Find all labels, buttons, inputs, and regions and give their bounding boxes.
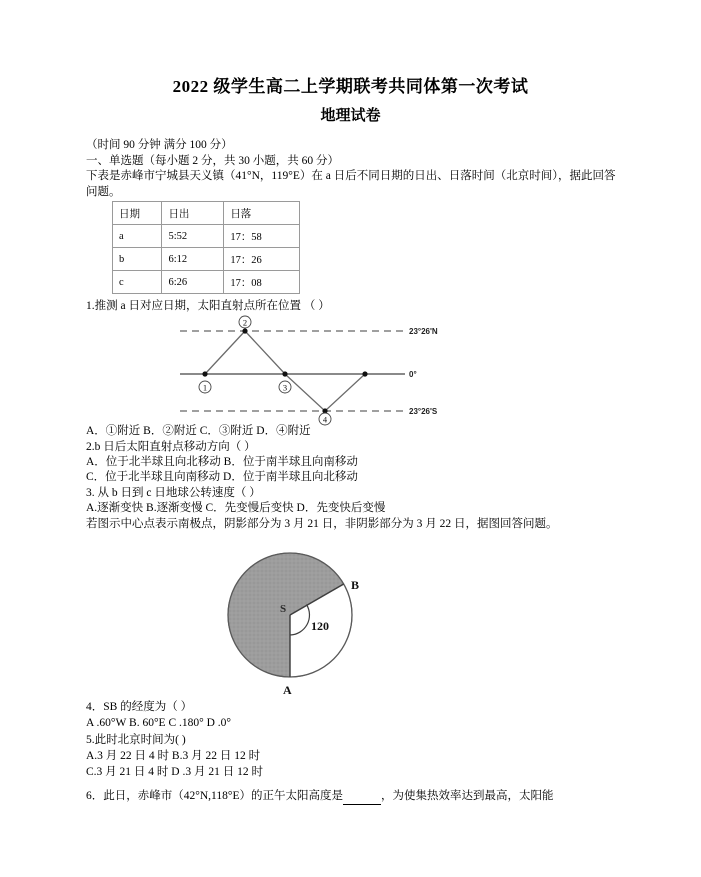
question-2-stem: 2.b 日后太阳直射点移动方向（ ） [86,441,256,453]
question-4-stem: 4．SB 的经度为（ ） [86,701,193,713]
question-6-stem-before: 6．此日，赤峰市（42°N,118°E）的正午太阳高度是 [86,790,343,802]
tropic-of-capricorn-label: 23°26'S [409,407,438,416]
declination-path [202,331,365,411]
table-cell: a [113,225,162,248]
svg-text:4: 4 [322,414,328,425]
question-5-options-line-1: A.3 月 22 日 4 时 B.3 月 22 日 12 时 [86,750,261,762]
question-1-stem: 1.推测 a 日对应日期，太阳直射点所在位置 （ ） [86,300,330,312]
passage-intro-1: 下表是赤峰市宁城县天义镇（41°N，119°E）在 a 日后不同日期的日出、日落时间（北京时间），据此回答问题。 [86,170,616,198]
svg-text:3: 3 [282,382,288,393]
point-b-label: B [351,578,360,592]
table-header-row [113,202,300,225]
polar-center-label: S [280,603,287,615]
table-header-cell: 日出 [162,202,224,225]
table-cell: 17：08 [224,271,300,294]
question-6-stem [86,789,616,805]
question-1-options: A．①附近 B．②附近 C．③附近 D．④附近 [86,425,311,437]
table-cell: 17：58 [224,225,300,248]
table-cell: 6:26 [162,271,224,294]
table-cell: 5:52 [162,225,224,248]
solar-declination-diagram [175,317,505,425]
question-3-options: A.逐渐变快 B.逐渐变慢 C．先变慢后变快 D．先变快后变慢 [86,502,386,514]
page-title: 2022 级学生高二上学期联考共同体第一次考试 [172,77,529,96]
question-5-stem: 5.此时北京时间为( ) [86,734,186,746]
polar-projection-diagram [225,550,425,700]
table-row [113,271,300,294]
question-4-options: A .60°W B. 60°E C .180° D .0° [86,717,232,729]
point-a-label: A [283,683,292,697]
answer-blank [343,794,381,805]
equator-label: 0° [409,370,417,379]
question-2-options-line-1: A．位于北半球且向北移动 B．位于南半球且向南移动 [86,456,358,468]
svg-text:1: 1 [202,382,208,393]
table-row [113,248,300,271]
declination-point-1-marker [202,371,207,376]
declination-point-3-label [279,381,291,393]
question-2-options-line-2: C．位于北半球且向南移动 D．位于南半球且向北移动 [86,471,358,483]
table-header-cell: 日落 [224,202,300,225]
table-header-cell: 日期 [113,202,162,225]
declination-point-3-marker [282,371,287,376]
declination-point-1-label [199,381,211,393]
table-cell: c [113,271,162,294]
section-heading: 一、单选题（每小题 2 分，共 30 小题，共 60 分） [86,155,339,167]
declination-point-2-marker [242,328,247,333]
table-cell: 17：26 [224,248,300,271]
sunrise-sunset-table-wrapper [112,201,300,294]
passage-intro-2: 若图示中心点表示南极点，阴影部分为 3 月 21 日，非阴影部分为 3 月 22 日，据图回答问题。 [86,518,558,530]
angle-value-label: 120 [311,619,329,633]
svg-text:2: 2 [242,317,248,328]
question-6-stem-after: ，为使集热效率达到最高，太阳能 [380,790,554,802]
question-5-options-line-2: C.3 月 21 日 4 时 D .3 月 21 日 12 时 [86,766,263,778]
table-cell: 6:12 [162,248,224,271]
question-3-stem: 3. 从 b 日到 c 日地球公转速度（ ） [86,487,261,499]
page-subtitle: 地理试卷 [320,108,381,124]
declination-point-5-marker [362,371,367,376]
declination-point-2-label [239,316,251,328]
exam-meta: （时间 90 分钟 满分 100 分） [86,139,233,151]
tropic-of-cancer-label: 23°26'N [409,327,438,336]
table-cell: b [113,248,162,271]
sunrise-sunset-table [112,201,300,294]
table-row [113,225,300,248]
